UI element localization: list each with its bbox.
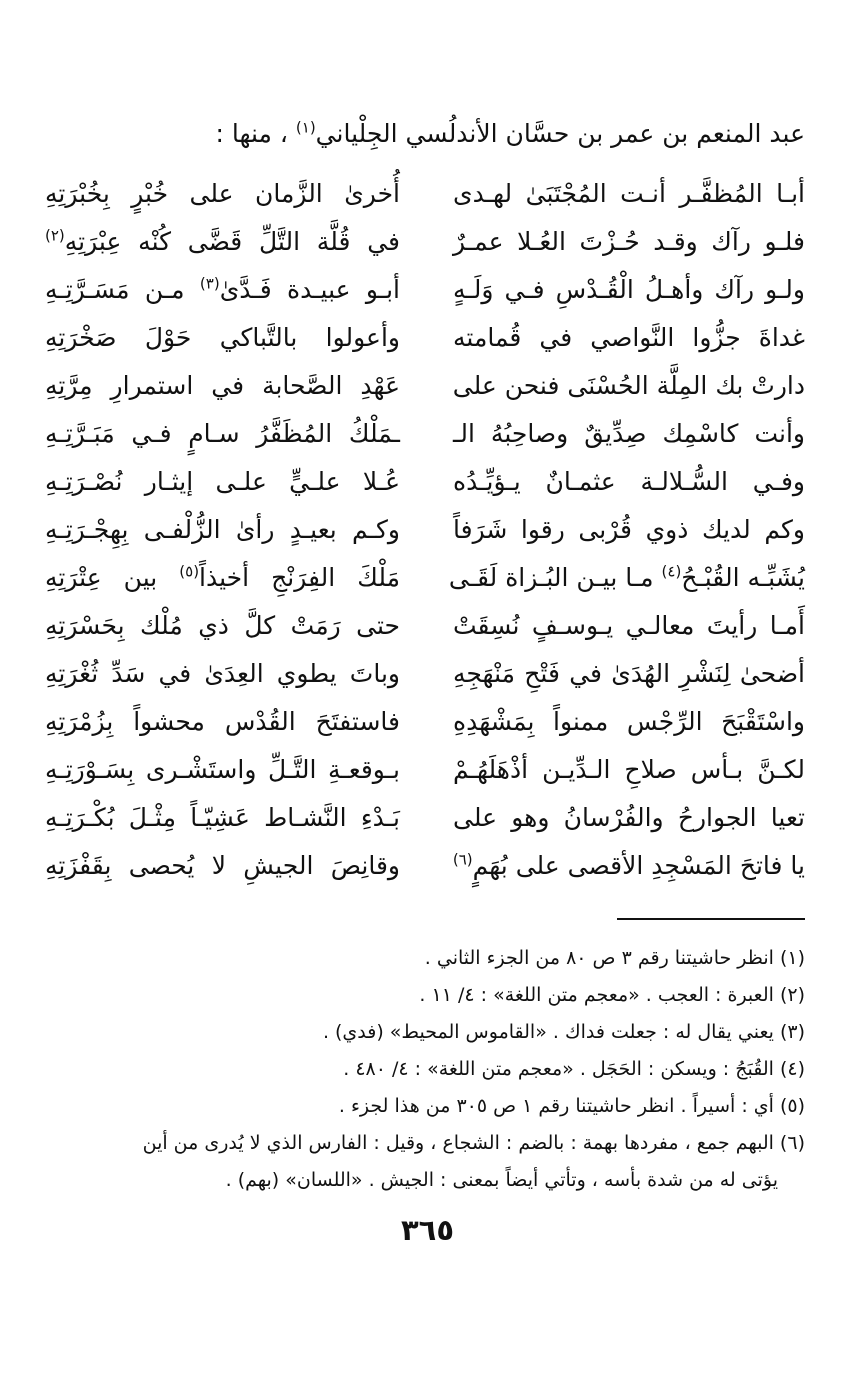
verse-6 [45,412,805,456]
verse-7 [45,460,805,504]
verse-second-hemistich [45,268,400,312]
footnote-ref: (٥) [179,562,200,581]
verse-13 [45,748,805,792]
verse-9 [45,556,805,600]
footnote-ref: (٦) [452,850,473,869]
verse-first-hemistich: غداةَ جزُّوا النَّواصي في قُمامته [453,323,805,352]
intro-tail: ، منها : [215,119,288,148]
verse-2 [45,220,805,264]
intro-line [45,108,805,160]
verse-second-hemistich: بَـدْءِ النَّشـاط عَشِيّـاً مِثْـلَ بُكْـرَتِـهِ [45,803,400,832]
verse-second-hemistich: حتى رَمَتْ كلَّ ذي مُلْك بِحَسْرَتِهِ [45,611,400,640]
verse-8 [45,508,805,552]
verse-first-hemistich: واسْتَقْبَحَ الرِّجْس ممنواً بِمَشْهَدِهِ [453,707,805,736]
hemistich-text: في قُلَّة التَّلِّ قَضَّى كُنْه عِبْرَتِهِ [64,227,400,256]
page-number: ٣٦٥ [400,1213,455,1247]
footnotes [55,940,805,1199]
poem [45,172,805,892]
hemistich-tail: مـا بيـن البُـزاة لَقَـى [448,563,654,592]
footnote-1: (١) انظر حاشيتنا رقم ٣ ص ٨٠ من الجزء الثاني . [424,947,805,969]
hemistich-text: مَلْكَ الفِرَنْجِ أخيذاً [199,563,400,592]
verse-5 [45,364,805,408]
verse-first-hemistich: أبـا المُظفَّـر أنـت المُجْتَبَىٰ لهـدى [453,179,805,208]
intro-text: عبد المنعم بن عمر بن حسَّان الأندلُسي الجِلْياني [315,119,805,148]
verse-first-hemistich: أَمـا رأيتَ معالـي يـوسـفٍ نُسِقَتْ [453,611,805,640]
hemistich-text: يا فاتحَ المَسْجِدِ الأقصى على بُهَمٍ [472,851,805,880]
hemistich-tail: بين عِتْرَتِهِ [45,563,158,592]
verse-3 [45,268,805,312]
verse-12 [45,700,805,744]
verse-10 [45,604,805,648]
hemistich-text: يُشَبِّـه القُبْـحُ [681,563,805,592]
verse-4 [45,316,805,360]
verse-first-hemistich: تعيا الجوارحُ والفُرْسانُ وهو على [453,803,805,832]
footnote-6-continuation: يؤتى له من شدة بأسه ، وتأتي أيضاً بمعنى : الجيش . «اللسان» (بهم) . [225,1169,778,1191]
hemistich-tail: مـن مَسَـرَّتِـهِ [45,275,185,304]
verse-1 [45,172,805,216]
verse-first-hemistich: فلـو رآك وقـد حُـزْتَ العُـلا عمـرٌ [453,227,805,256]
verse-first-hemistich: لكـنَّ بـأس صلاحِ الـدِّيـن أذْهَلَهُـمْ [453,755,805,784]
verse-first-hemistich: وفـي السُّـلالـة عثمـانٌ يـؤيِّـدُه [453,467,805,496]
footnote-5: (٥) أي : أسيراً . انظر حاشيتنا رقم ١ ص ٣٠٥ من هذا لجزء . [338,1095,805,1117]
footnote-4: (٤) القُبَجُ : ويسكن : الحَجَل . «معجم متن اللغة» : ٤/ ٤٨٠ . [343,1058,805,1080]
verse-first-hemistich: دارتْ بك المِلَّة الحُسْنَى فنحن على [452,371,805,400]
verse-first-hemistich [448,556,805,600]
verse-first-hemistich: أضحىٰ لِنَشْرِ الهُدَىٰ في فَتْحِ مَنْهَجِهِ [453,659,805,688]
verse-first-hemistich: وأنت كاسْمِك صِدِّيقٌ وصاحِبُهُ الـ [453,419,805,448]
verse-15 [45,844,805,888]
verse-second-hemistich: بـوقعـةِ التَّـلِّ واستَشْـرى بِسَـوْرَتِـهِ [45,755,400,784]
verse-second-hemistich: وقانِصَ الجيشِ لا يُحصى بِقَفْزَتِهِ [45,851,400,880]
footnote-ref: (٢) [45,226,65,245]
verse-14 [45,796,805,840]
footnote-6: (٦) البهم جمع ، مفردها بهمة : بالضم : الشجاع ، وقيل : الفارس الذي لا يُدرى من أين [142,1132,805,1154]
verse-second-hemistich: وأعولوا بالتَّباكي حَوْلَ صَخْرَتِهِ [45,323,400,352]
verse-first-hemistich [453,844,805,888]
footnote-2: (٢) العبرة : العجب . «معجم متن اللغة» : ٤/ ١١ . [419,984,805,1006]
footnote-ref: (٤) [661,562,682,581]
verse-second-hemistich: فاستفتَحَ القُدْس محشواً بِزُمْرَتِهِ [45,707,400,736]
verse-second-hemistich [45,220,400,264]
verse-second-hemistich: وباتَ يطوي العِدَىٰ في سَدِّ ثُغْرَتِهِ [45,659,400,688]
verse-first-hemistich: وكم لديك ذوي قُرْبى رقوا شَرَفاً [453,515,805,544]
verse-second-hemistich: وكـم بعيـدٍ رأىٰ الزُّلْفـى بِهِجْـرَتِـهِ [45,515,400,544]
verse-first-hemistich: ولـو رآك وأهـلُ الْقُـدْسِ فـي وَلَـهٍ [453,275,805,304]
verse-11 [45,652,805,696]
footnote-separator [617,918,805,920]
footnote-ref: (٣) [199,274,220,293]
footnote-ref: (١) [295,118,316,137]
verse-second-hemistich: ـمَلْكُ المُظَفَّرُ سـامٍ فـي مَبَـرَّتِـهِ [45,419,400,448]
verse-second-hemistich: عُـلا علـيٍّ علـى إيثـار نُصْـرَتِـهِ [45,467,400,496]
verse-second-hemistich: عَهْدِ الصَّحابة في استمرارِ مِرَّتِهِ [45,371,400,400]
verse-second-hemistich [45,556,400,600]
verse-second-hemistich: أُخرىٰ الزَّمان على خُبْرٍ بِخُبْرَتِهِ [45,179,400,208]
footnote-3: (٣) يعني يقال له : جعلت فداك . «القاموس المحيط» (فدي) . [322,1021,805,1043]
hemistich-text: أبـو عبيـدة فَـدَّىٰ [219,275,400,304]
